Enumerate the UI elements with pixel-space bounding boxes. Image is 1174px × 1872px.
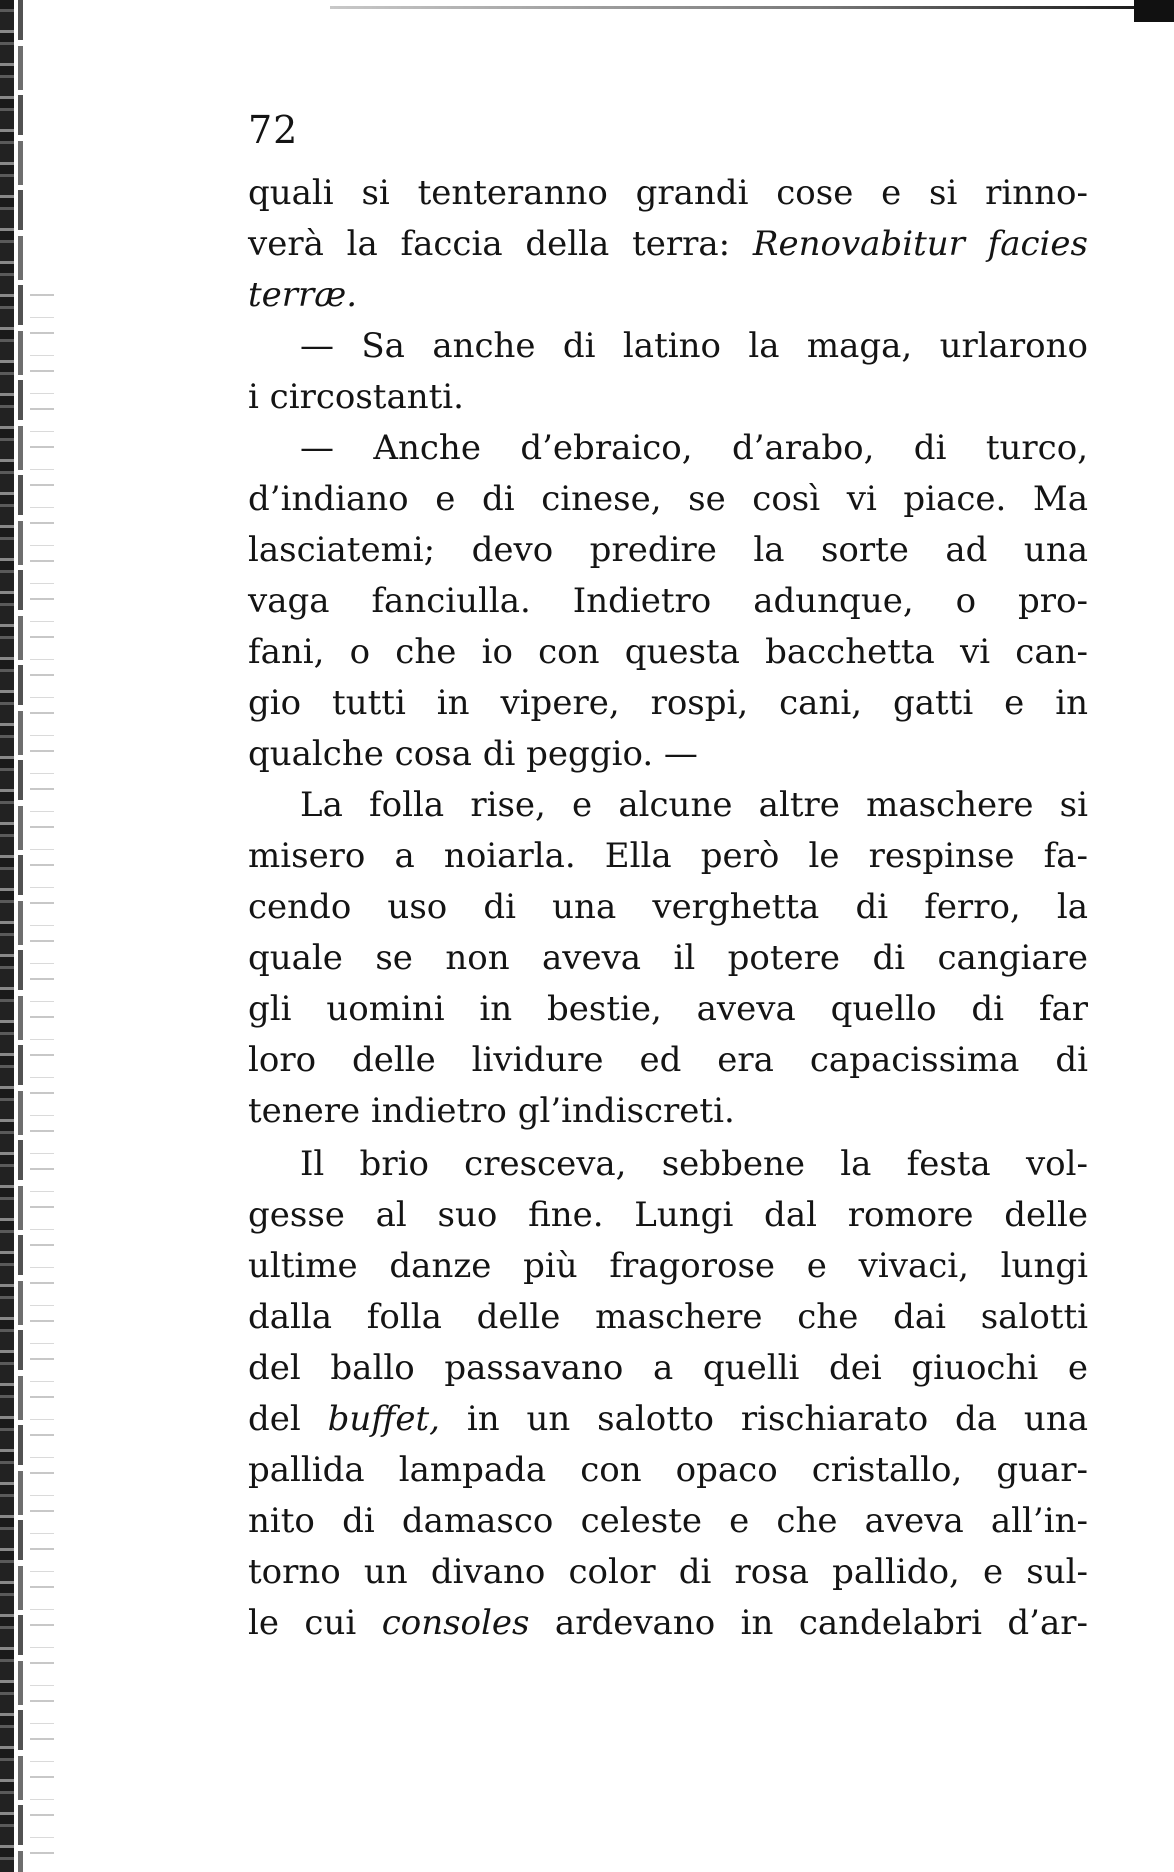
text-line: ultime danze più fragorose e vivaci, lungi: [248, 1246, 1088, 1286]
text-line: dalla folla delle maschere che dai salotti: [248, 1297, 1088, 1337]
text-line: terræ.: [248, 275, 358, 315]
scan-top-corner: [1134, 0, 1174, 22]
text-line: loro delle lividure ed era capacissima di: [248, 1040, 1088, 1080]
page-number: 72: [248, 108, 299, 152]
text-line: vaga fanciulla. Indietro adunque, o pro-: [248, 581, 1088, 621]
text-line: Il brio cresceva, sebbene la festa vol-: [300, 1144, 1088, 1184]
text-line: fani, o che io con questa bacchetta vi can-: [248, 632, 1088, 672]
text-line: verà la faccia della terra: Renovabitur facies: [248, 224, 1088, 264]
body-text: [248, 168, 1088, 1649]
text-line: del buffet, in un salotto rischiarato da una: [248, 1399, 1088, 1439]
text-line: pallida lampada con opaco cristallo, guar-: [248, 1450, 1088, 1490]
text-line: d’indiano e di cinese, se così vi piace. Ma: [248, 479, 1088, 519]
text-line: del ballo passavano a quelli dei giuochi e: [248, 1348, 1088, 1388]
text-line: La folla rise, e alcune altre maschere si: [300, 785, 1088, 825]
text-line: — Anche d’ebraico, d’arabo, di turco,: [300, 428, 1088, 468]
text-line: qualche cosa di peggio. —: [248, 734, 698, 774]
scan-gutter-edge: [0, 0, 14, 1872]
text-line: quali si tenteranno grandi cose e si rinno-: [248, 173, 1088, 213]
text-line: nito di damasco celeste e che aveva all’in-: [248, 1501, 1088, 1541]
text-line: gesse al suo fine. Lungi dal romore delle: [248, 1195, 1088, 1235]
text-line: quale se non aveva il potere di cangiare: [248, 938, 1088, 978]
text-line: cendo uso di una verghetta di ferro, la: [248, 887, 1088, 927]
text-line: — Sa anche di latino la maga, urlarono: [300, 326, 1088, 366]
text-line: gio tutti in vipere, rospi, cani, gatti e in: [248, 683, 1088, 723]
scan-top-rule: [330, 6, 1144, 9]
scan-speckle: [30, 280, 54, 1870]
text-line: gli uomini in bestie, aveva quello di far: [248, 989, 1088, 1029]
text-line: tenere indietro gl’indiscreti.: [248, 1091, 735, 1131]
scan-gutter-strip: [18, 0, 23, 1872]
text-line: lasciatemi; devo predire la sorte ad una: [248, 530, 1088, 570]
text-line: i circostanti.: [248, 377, 464, 417]
text-line: torno un divano color di rosa pallido, e sul-: [248, 1552, 1088, 1592]
text-line: le cui consoles ardevano in candelabri d’ar-: [248, 1603, 1088, 1643]
text-line: misero a noiarla. Ella però le respinse fa-: [248, 836, 1088, 876]
